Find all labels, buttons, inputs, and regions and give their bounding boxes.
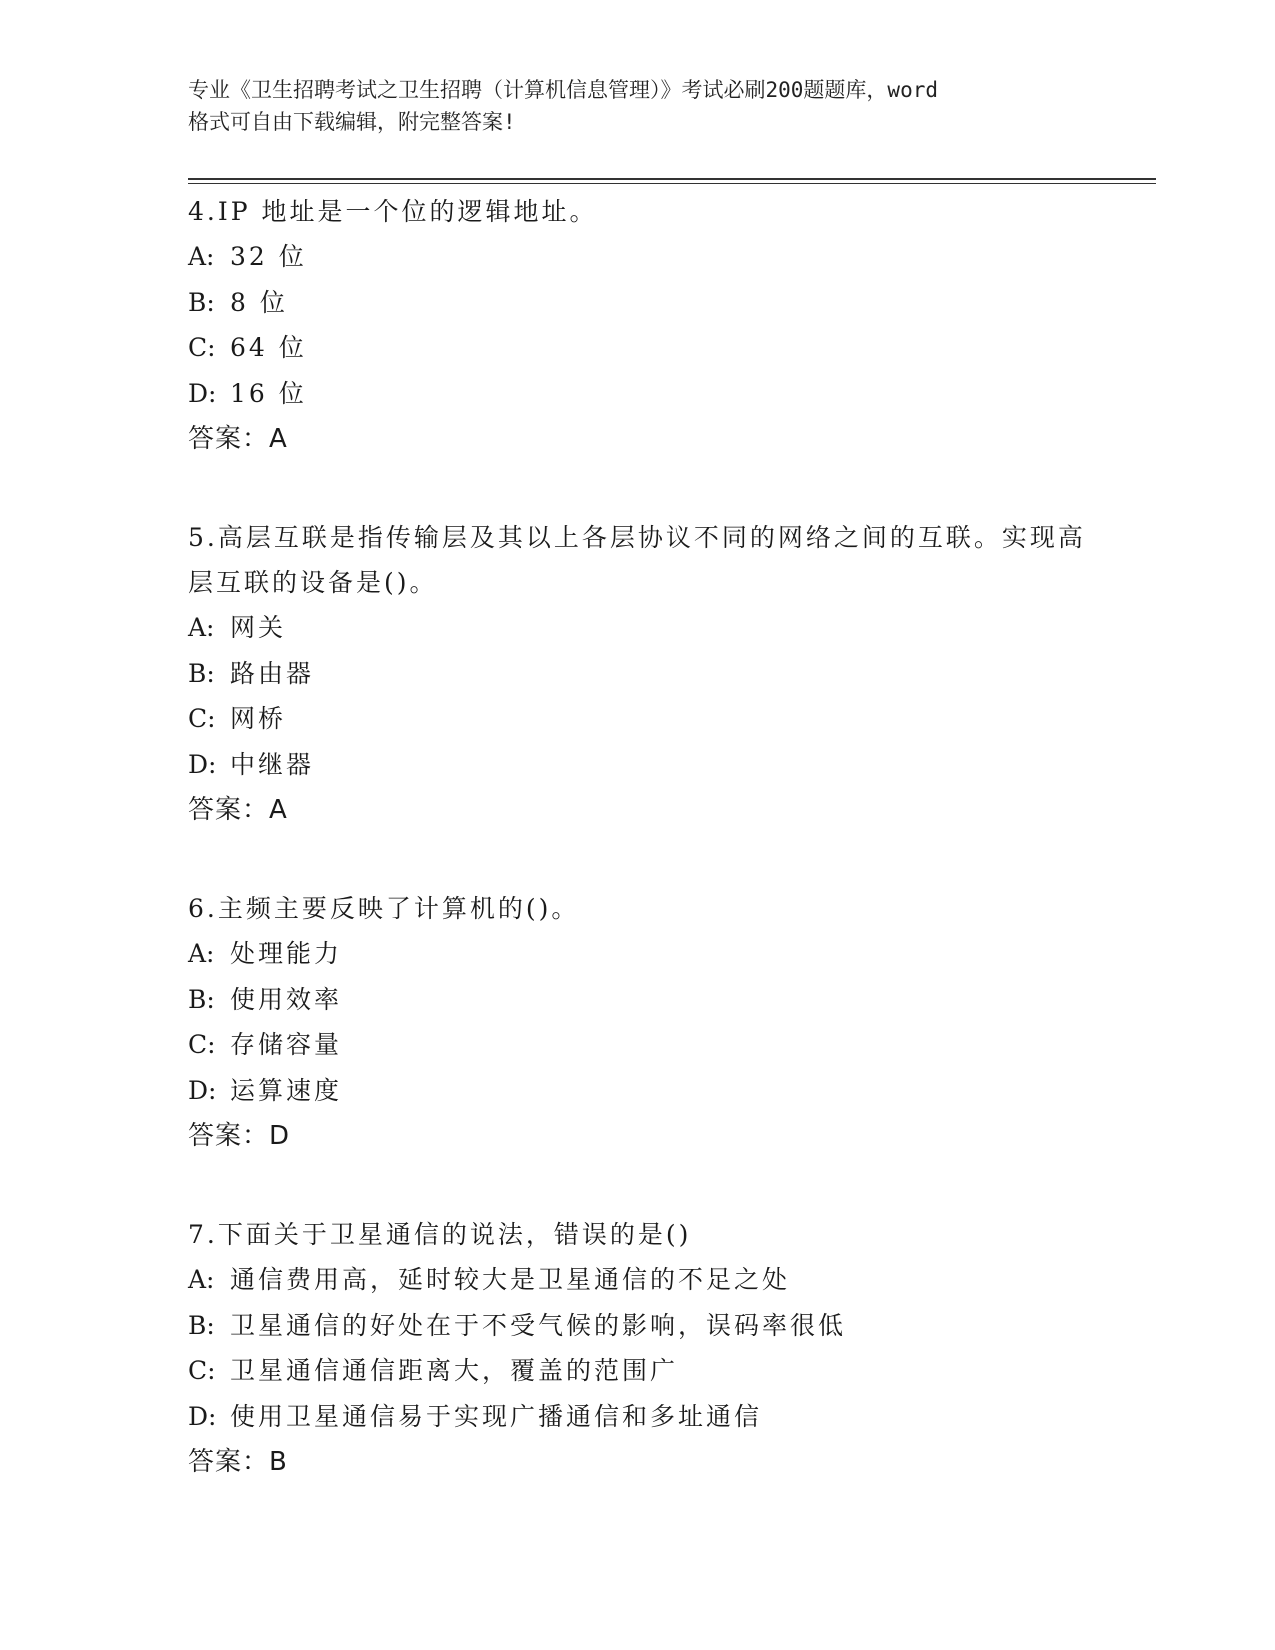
option-a [188,605,1088,651]
question-stem: 6.主频主要反映了计算机的()。 [188,894,580,923]
option-text: 网桥 [230,704,287,733]
option-c [188,1022,1088,1068]
option-key: D: [188,1075,217,1105]
option-d [188,371,1088,417]
question-stem: 7.下面关于卫星通信的说法，错误的是() [188,1220,692,1249]
option-text: 64 位 [230,333,307,362]
option-key: D: [188,749,217,779]
option-key: D: [188,1401,217,1431]
option-text: 8 位 [230,287,288,317]
question-item [188,1212,1088,1485]
option-text: 网关 [230,613,287,642]
option-b [188,651,1088,697]
option-b [188,1303,1088,1349]
option-b [188,977,1088,1023]
option-text: 卫星通信的好处在于不受气候的影响，误码率很低 [230,1310,847,1340]
option-key: B: [188,1310,215,1340]
option-text: 运算速度 [230,1075,343,1105]
option-text: 中继器 [230,749,315,779]
option-c [188,325,1088,371]
header-divider-thin [188,183,1156,184]
option-c [188,1348,1088,1394]
option-key: A: [188,242,215,271]
option-a [188,1257,1088,1303]
question-list [188,189,1088,1538]
option-key: D: [188,378,217,408]
option-key: C: [188,704,216,733]
answer-line: 答案：B [188,1447,288,1477]
option-d [188,1394,1088,1440]
option-key: C: [188,1030,216,1059]
option-key: A: [188,939,215,968]
option-key: B: [188,287,215,317]
option-text: 使用效率 [230,984,343,1014]
option-text: 16 位 [230,378,307,408]
option-a [188,234,1088,280]
answer-line: 答案：A [188,795,288,825]
option-key: B: [188,984,215,1014]
option-key: C: [188,1356,216,1385]
option-text: 存储容量 [230,1030,343,1059]
option-key: B: [188,658,215,688]
answer-line: 答案：A [188,424,288,454]
question-item [188,886,1088,1159]
option-text: 通信费用高，延时较大是卫星通信的不足之处 [230,1265,791,1294]
question-item [188,189,1088,462]
question-stem: 5.高层互联是指传输层及其以上各层协议不同的网络之间的互联。实现高层互联的设备是()。 [188,523,1086,597]
header-divider-thick [188,178,1156,180]
option-text: 处理能力 [230,939,343,968]
option-text: 卫星通信通信距离大，覆盖的范围广 [230,1356,679,1385]
question-item [188,515,1088,833]
answer-line: 答案：D [188,1121,291,1151]
option-key: C: [188,333,216,362]
option-a [188,931,1088,977]
option-text: 32 位 [230,242,307,271]
option-b [188,280,1088,326]
option-text: 路由器 [230,658,315,688]
header-line-2: 格式可自由下载编辑，附完整答案! [188,110,516,134]
option-key: A: [188,613,215,642]
option-key: A: [188,1265,215,1294]
option-d [188,1068,1088,1114]
question-stem: 4.IP 地址是一个位的逻辑地址。 [188,197,598,226]
option-text: 使用卫星通信易于实现广播通信和多址通信 [230,1401,763,1431]
document-header [188,74,1088,138]
header-line-1: 专业《卫生招聘考试之卫生招聘（计算机信息管理）》考试必刷200题题库，word [188,78,938,102]
option-c [188,696,1088,742]
option-d [188,742,1088,788]
